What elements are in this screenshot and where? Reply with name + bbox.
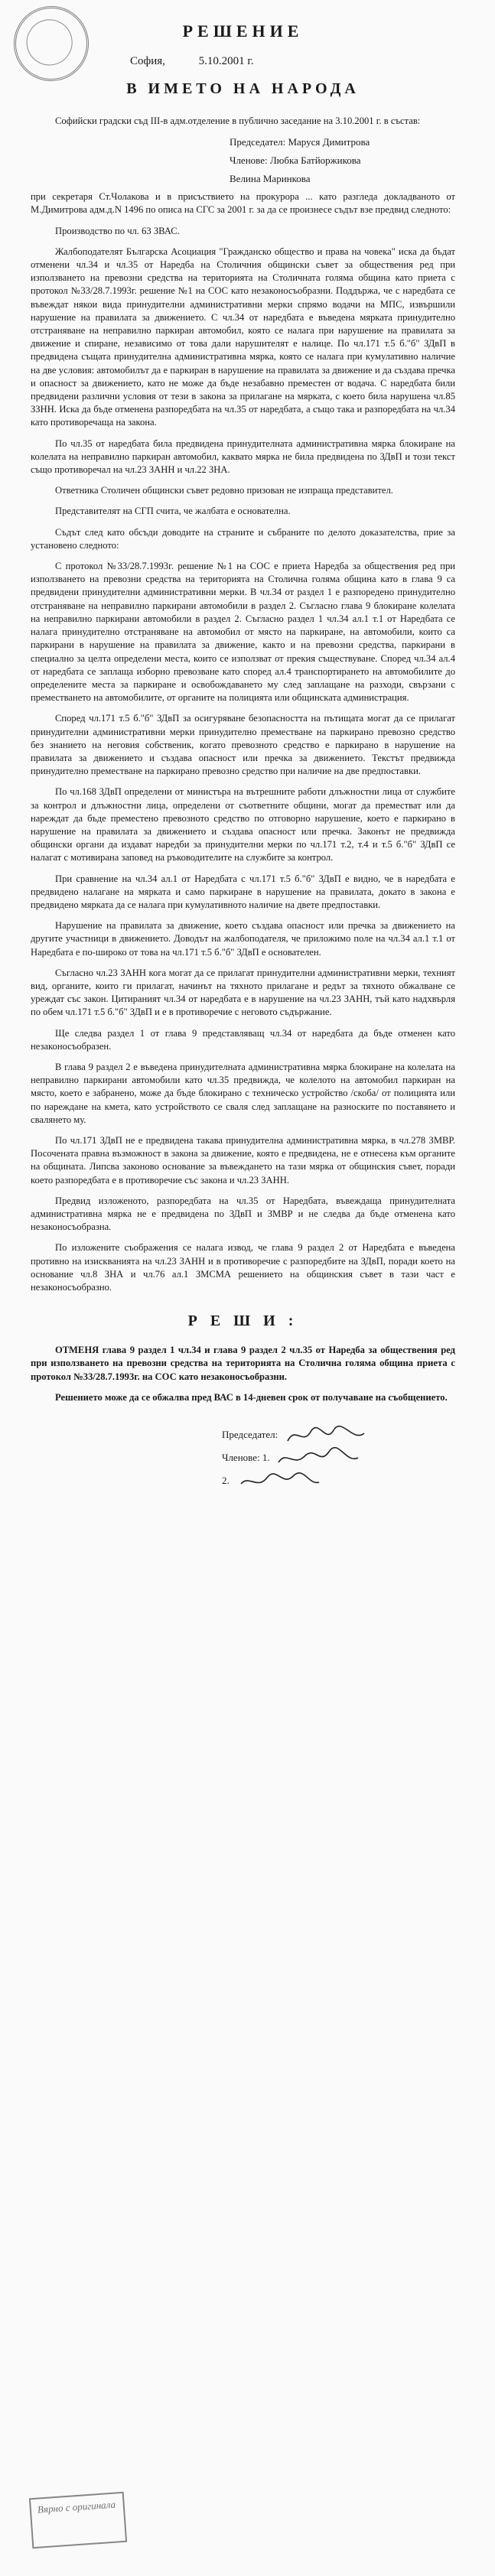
paragraph: Ответника Столичен общински съвет редовно призован не изпраща представител.	[55, 485, 393, 496]
certification-note: Вярно с оригинала	[37, 2498, 116, 2516]
court-seal	[7, 0, 96, 88]
date: 5.10.2001 г.	[198, 55, 254, 67]
paragraph: Жалбоподателят Българска Асоциация "Гражданско общество и права на човека" иска да бъдат отменени чл.34 и чл.35 от Наредба на Столичния общински съвет за обществения ред при използването на превозни средства на територията на Столичната голяма община като приета с протокол №33/28.7.1993г. решение №1 на СОС като незаконосъобразни. Поддържа, че с наредбата се въвеждат някои вида принудителни административни мерки спрямо водачи на МПС, извършили нарушение на правилата за движението. С чл.34 от наредбата е въведена мярката принудително отстраняване на неправилно паркиран автомобил, която се налага при нарушение на правилата за движение и спиране, независимо от това дали нарушителят е налице. По чл.171 т.5 б."б" ЗДвП в предвидена същата принудителна административна мярка, която се налага при кумулативно наличие на две условия: автомобилът да е паркиран в нарушение на правилата за движение и да създава пречка и опасност за движението, като не може да бъде незабавно преместен от водача. С наредбата били предвидени различни условия от тези в закона за прилагане на мярката, с което била нарушена чл.85 ЗЗНН. Иска да бъде отменена разпоредбата на чл.35 от наредбата, а също така и разпоредбата на чл.34 като противоречаща на закона.	[31, 246, 455, 428]
procedure-paragraph: при секретаря Ст.Чолакова и в присъствието на прокурора ... като разгледа докладваното от М.Димитрова адм.д.N 1496 по описа на СГС за 2001 г. за да се произнесе съдът взе предвид следното:	[31, 191, 455, 216]
intro-paragraph: Софийски градски съд III-в адм.отделение в публично заседание на 3.10.2001 г. в състав:	[55, 115, 421, 126]
signature-scribble-icon	[272, 1447, 364, 1470]
paragraph: По чл.35 от наредбата била предвидена принудителната административна мярка блокиране на колелата на неправилно паркиран автомобил, каквато мярка не била предвидена по ЗДвП и този текст също противоречал на чл.23 ЗАНН и чл.22 ЗНА.	[31, 437, 455, 476]
decision-title: Р Е Ш И :	[187, 1312, 298, 1330]
paragraph: Според чл.171 т.5 б."б" ЗДвП за осигуряване безопасността на пътищата могат да се прилагат принудителни административни мерки принудително преместване на паркирано превозно средство без знанието на неговия собственик, когато превозното средство е паркирано в нарушение на правилата за движението и създава опасност или пречка за движението. Текстът предвижда принудително преместване на паркирано превозно средство при наличие на две предпоставки.	[31, 713, 455, 777]
signature-chair	[222, 1424, 455, 1447]
paragraph: Представителят на СГП счита, че жалбата е основателна.	[55, 506, 291, 517]
decision-appeal: Решението може да се обжалва пред ВАС в 14-дневен срок от получаване на съобщението.	[55, 1391, 448, 1403]
paragraph: В глава 9 раздел 2 е въведена принудителната административна мярка блокиране на колелата на неправилно паркирани автомобили като чл.35 предвижда, че колелото на автомобил паркиран на място, което е забранено, може да бъде блокирано с техническо устройство /скоба/ от полицията или по нареждане на кмета, като устройството се сваля след заплащане на разноските по поставянето и свалянето му.	[31, 1061, 455, 1125]
signature-member-2	[222, 1470, 455, 1493]
city: София,	[130, 55, 165, 67]
signature-block	[31, 1424, 455, 1493]
certification-stamp	[29, 2492, 127, 2548]
signature-member-1	[222, 1447, 455, 1470]
paragraph: По чл.171 ЗДвП не е предвидена такава принудителна административна мярка, в чл.278 ЗМВР. Посочената правна възможност в закона за движение, която е предвидена, не е отнесена към органите на общината. Липсва законово основание за въвеждането на тази мярка от общинския съвет, поради което разпоредбата е в противоречие със закона и чл.23 ЗАНН.	[31, 1135, 455, 1186]
paragraph: Ще следва раздел 1 от глава 9 представляващ чл.34 от наредбата да бъде отменен като незаконосъобразен.	[31, 1027, 455, 1052]
paragraph: Предвид изложеното, разпоредбата на чл.35 от Наредбата, въвеждаща принудителната административна мярка не е предвидена по ЗДвП и ЗМВР и не следва да бъде отменена като незаконосъобразна.	[31, 1195, 455, 1233]
paragraph: По изложените съображения се налага извод, че глава 9 раздел 2 от Наредбата е въведена противно на изискванията на чл.23 ЗАНН и в противоречие с разпоредбите на ЗДвП, поради което на основание чл.8 ЗНА и чл.76 ал.1 ЗМСМА решението на общинския съвет в тази част е незаконосъобразно.	[31, 1242, 455, 1293]
paragraph: При сравнение на чл.34 ал.1 от Наредбата с чл.171 т.5 б."б" ЗДвП е видно, че в наредбата е предвидено налагане на мярката и само паркиране в нарушение на правилата, докато в закона е предвидено мярката да се налага при кумулативното наличие на двете предпоставки.	[31, 873, 455, 910]
panel-members-1: Членове: Любка Батйоржикова	[230, 154, 361, 167]
signature-scribble-icon	[280, 1424, 372, 1447]
body-paragraphs	[31, 225, 455, 1295]
paragraph: Съдът след като обсъди доводите на страните и събраните по делото доказателства, прие за установено следното:	[31, 526, 455, 551]
members-label: Членове: 1.	[222, 1452, 270, 1464]
decision-operative: ОТМЕНЯ глава 9 раздел 1 чл.34 и глава 9 раздел 2 чл.35 от Наредба за обществения ред при използването на превозни средства на територията на Столична голяма община приета с протокол №33/28.7.1993г. на СОС като незаконосъобразни.	[31, 1345, 455, 1382]
paragraph: С протокол №33/28.7.1993г. решение №1 на СОС е приета Наредба за обществения ред при използването на превозни средства на територията на Столична голяма община като в глава 9 са предвидени принудителни административни мерки. В чл.34 от раздел 1 е разпоредено принудително отстраняване на неправилно паркирани автомобили в раздел 2. Съгласно глава 9 блокиране колелата на неправилно паркирани автомобили в раздел 2. Съгласно раздел 1 чл.34 ал.1 т.1 от Наредбата се налага принудително отстраняване на автомобил от място на паркиране, на автомобили, които са паркирани в нарушение на правилата за движение, както и на превозни средства, паркирани в специално за целта определени места, които се използват от прекия съществуване. Според чл.34 ал.4 от наредбата се заплаща изборно превозване като според ал.4 транспортирането на автомобилите до определените места за паркиране и освобождаването му след заплащане на разходи, свързани с преместването на автомобилите, от органите на полицията или общинската администрация.	[31, 561, 455, 704]
paragraph: Съгласно чл.23 ЗАНН кога могат да се прилагат принудителни административни мерки, техният вид, органите, които ги прилагат, начинът на тяхното прилагане и редът за тяхното обжалване се уреждат със закон. Цитираният чл.34 от наредбата е в нарушение на чл.23 ЗАНН, тъй като надхвърля по обем чл.171 т.5 б."б" ЗДвП и е в противоречие с неговото съдържание.	[31, 967, 455, 1018]
paragraph: Производство по чл. 63 ЗВАС.	[55, 225, 180, 236]
paragraph: По чл.168 ЗДвП определени от министъра на вътрешните работи длъжностни лица от службите за контрол и длъжностни лица, определени от съответните общини, могат да преместват или да нареждат да бъде преместено превозното средство по отговорно нарушение, което е паркирано в нарушение на правилата за движението и създава опасност или пречка. Законът не предвижда общински органи да издават наредби за принудителни мерки по чл.171 т.2, т.4 и т.5 б."б" ЗДвП се налагат с мотивирана заповед на ръководителите на службите за контрол.	[31, 786, 455, 864]
paragraph: Нарушение на правилата за движение, което създава опасност или пречка за движението на другите участници в движението. Доводът на жалбоподателя, че приложимо поле на чл.34 ал.1 т.1 от Наредбата е по-широко от това на чл.171 т.5 б."б" ЗДвП е основателен.	[31, 920, 455, 958]
signature-scribble-icon	[232, 1470, 324, 1493]
member-2-label: 2.	[222, 1475, 230, 1487]
document-title: РЕШЕНИЕ	[182, 21, 304, 41]
document-subtitle: В ИМЕТО НА НАРОДА	[126, 80, 360, 97]
chair-label: Председател:	[222, 1429, 278, 1441]
panel-members-2: Велина Маринкова	[230, 173, 311, 185]
panel-chair: Председател: Маруся Димитрова	[230, 136, 370, 148]
place-date-line	[130, 55, 455, 68]
